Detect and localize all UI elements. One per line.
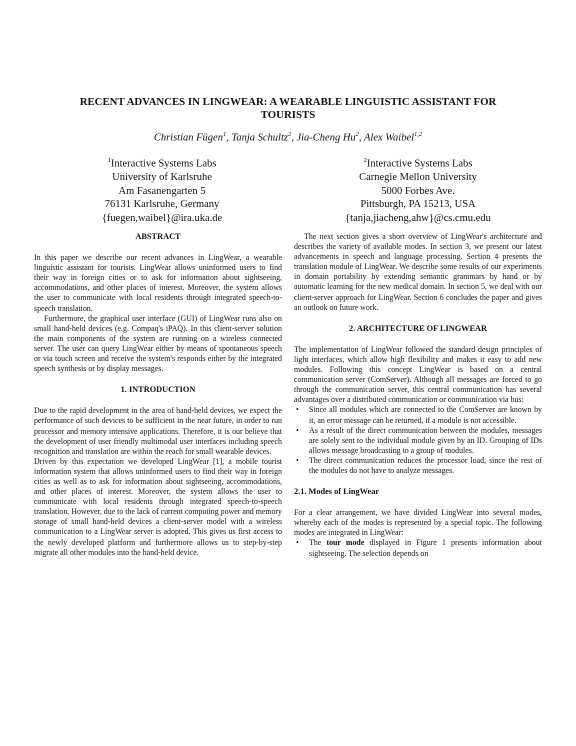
list-item: [294, 456, 542, 476]
introduction-paragraph: Driven by this expectation we developed LingWear [1], a mobile tourist information system that allows uninformed users to find their way in foreign cities as well as to ask for information about sightseeing, accommodations, and other places of interest. Moreover, the system allows the user to communicate with local residents through integrated speech-to-speech translation. However, due to the lack of current computing power and memory storage of small hand-held devices a client-server model with a wireless communication to a LingWear server is adopted. This gives us first access to the newly developed platform and furthermore allows us to step-by-step migrate all other modules into the hand-held device.: [34, 456, 282, 557]
bullet-icon: •: [296, 455, 299, 465]
right-column: [294, 232, 542, 559]
modes-heading: 2.1. Modes of LingWear: [294, 487, 380, 497]
affiliation-line: 76131 Karlsruhe, Germany: [104, 199, 220, 211]
modes-paragraph: For a clear arrangement, we have divided LingWear into several modes, whereby each of the modes is represented by a special topic. The following modes are integrated in LingWear:: [294, 508, 542, 538]
affiliation-line: Pittsburgh, PA 15213, USA: [360, 199, 476, 211]
left-column: [34, 232, 282, 558]
abstract-heading: ABSTRACT: [135, 232, 181, 241]
author-affiliation-mark: 2: [287, 131, 292, 138]
affiliation-karlsruhe: [42, 154, 282, 225]
author-list: [20, 128, 556, 145]
bullet-icon: •: [296, 538, 299, 548]
author-separator: ,: [358, 132, 364, 144]
affiliation-email: {fuegen,waibel}@ira.uka.de: [101, 212, 223, 224]
affiliation-email: {tanja,jiacheng,ahw}@cs.cmu.edu: [345, 212, 491, 224]
architecture-paragraph: The implementation of LingWear followed the standard design principles of light interfaces, which allow high flexibility and makes it easy to add new modules. Following this concept LingWear is based on a central communication server (ComServer). Although all messages are forced to go through the communication server, this central communication has several advantages over a distributed communication or communication via bus:: [294, 344, 542, 405]
list-item: [294, 538, 542, 558]
author-affiliation-mark: 1,2: [414, 131, 423, 138]
list-item-text: Since all modules which are connected to the ComServer are known by it, an error message can be returned, if a module is not accessible.: [309, 405, 542, 425]
author-affiliation-mark: 2: [355, 131, 359, 138]
affiliation-line: Interactive Systems Labs: [110, 158, 217, 170]
affiliation-mark: 2: [363, 157, 367, 164]
author-name: Jia-Cheng Hu: [296, 132, 356, 144]
introduction-heading: 1. INTRODUCTION: [120, 385, 196, 395]
tour-mode-text: displayed in Figure 1 presents information about sightseeing. The selection depends on: [309, 538, 543, 558]
affiliation-line: Am Fasanengarten 5: [118, 185, 206, 197]
tour-mode-term: tour mode: [326, 538, 365, 548]
affiliation-line: 5000 Forbes Ave.: [381, 185, 455, 197]
affiliation-cmu: [298, 154, 538, 225]
author-name: Tanja Schultz: [231, 132, 288, 144]
list-item: [294, 426, 542, 456]
bullet-icon: •: [296, 425, 299, 435]
tour-mode-prefix: The: [309, 538, 327, 548]
paper-title: [40, 96, 536, 122]
architecture-bullet-list: [294, 405, 542, 476]
architecture-heading: 2. ARCHITECTURE OF LINGWEAR: [349, 323, 487, 333]
title-line-2: TOURISTS: [260, 109, 316, 121]
title-line-1: RECENT ADVANCES IN LINGWEAR: A WEARABLE LINGUISTIC ASSISTANT FOR: [79, 96, 497, 108]
list-item-text: The direct communication reduces the processor load, since the rest of the modules do not have to analyze messages.: [309, 455, 542, 475]
abstract-paragraph: Furthermore, the graphical user interface (GUI) of LingWear runs also on small hand-held devices (e.g. Compaq's iPAQ). In this client-server solution the main components of the system are running on a wireless connected server. The user can query LingWear either by means of spontaneous speech or via touch screen and receive the system's responds either by the integrated speech synthesis or by display messages.: [34, 313, 282, 374]
author-name: Christian Fügen: [153, 132, 223, 144]
abstract-paragraph: In this paper we describe our recent advances in LingWear, a wearable linguistic assistant for tourists. LingWear allows uninformed users to find their way in foreign cities or to ask for information about sightseeing, accommodations, and other places of interest. Moreover, the system allows the user to communicate with local residents through integrated speech-to-speech translation.: [34, 253, 282, 313]
author-separator: ,: [226, 132, 232, 144]
author-affiliation-mark: 1: [222, 131, 227, 138]
affiliation-line: Carnegie Mellon University: [359, 172, 477, 184]
affiliation-line: University of Karlsruhe: [112, 172, 212, 184]
bullet-icon: •: [296, 405, 299, 415]
section-overview-paragraph: The next section gives a short overview of LingWear's architecture and describes the variety of available modes. In section 3, we present our latest advancements in speech and language processing. Section 4 presents the translation module of LingWear. We describe some results of our experiments in domain portability by extending semantic grammars by hand or by automatic learning for the new medical domain. In section 5, we deal with our client-server approach for LingWear. Section 6 concludes the paper and gives an outlook on future work.: [294, 232, 542, 312]
introduction-paragraph: Due to the rapid development in the area of hand-held devices, we expect the performance of such devices to be sufficient in the near future, in order to run processor and memory intensive applications. Therefore, it is our believe that the development of user friendly multimodal user interfaces including speech recognition and translation are within the reach for small wearable devices.: [34, 406, 282, 456]
list-item: [294, 405, 542, 425]
author-name: Alex Waibel: [363, 132, 415, 144]
affiliation-line: Interactive Systems Labs: [366, 158, 473, 170]
list-item-text: As a result of the direct communication between the modules, messages are solely sent to the individual module given by an ID. Grouping of IDs allows message broadcasting to a group of modules.: [309, 425, 542, 455]
modes-bullet-list: [294, 538, 542, 558]
author-separator: ,: [291, 132, 297, 144]
affiliation-mark: 1: [107, 157, 111, 164]
